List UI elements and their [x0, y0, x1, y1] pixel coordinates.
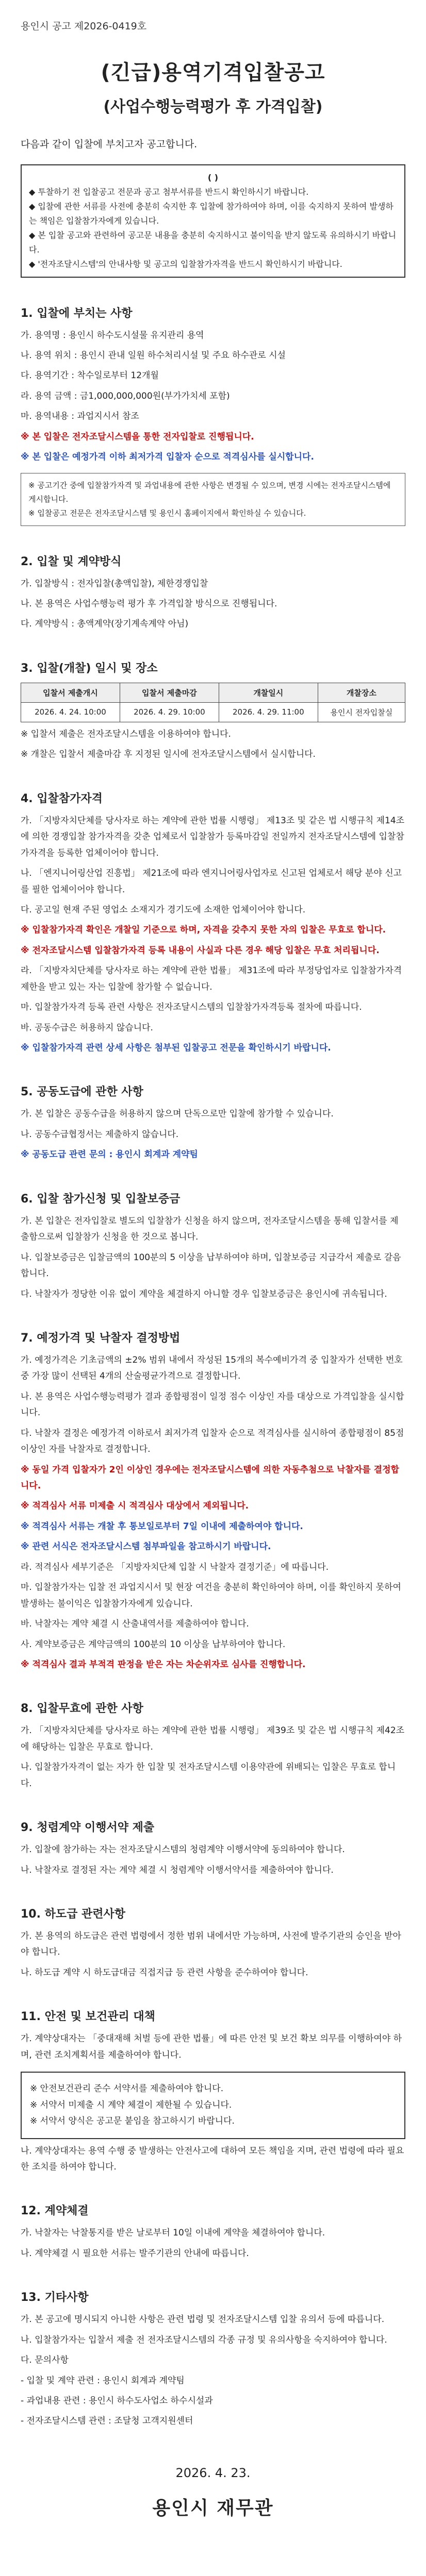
section-1: [21, 304, 405, 526]
safety-notice-line: ※ 서약서 양식은 공고문 붙임을 참고하시기 바랍니다.: [30, 2116, 235, 2127]
section-heading: 2. 입찰 및 계약방식: [21, 555, 122, 568]
contact-line: - 전자조달시스템 관련 : 조달청 고객지원센터: [21, 2416, 193, 2427]
section-9: [21, 1819, 405, 1878]
section-item: 마. 용역내용 : 과업지시서 참조: [21, 411, 139, 422]
intro-text: 다음과 같이 입찰에 부치고자 공고합니다.: [21, 139, 198, 150]
section-10: [21, 1905, 405, 1981]
highlight-red: ※ 적격심사 결과 부적격 판정을 받은 자는 차순위자로 심사를 진행합니다.: [21, 1659, 306, 1670]
section-item: 나. 낙찰자로 결정된 자는 계약 체결 시 청렴계약 이행서약서를 제출하여야 합니다.: [21, 1865, 334, 1875]
notice-subtitle: (사업수행능력평가 후 가격입찰): [103, 98, 323, 116]
notice-box-line: ◆ 본 입찰 공고와 관련하여 공고문 내용을 충분히 숙지하시고 불이익을 받지 않도록 유의하시기 바랍니다.: [29, 230, 397, 255]
section-item: 나. 공동수급협정서는 제출하지 않습니다.: [21, 1129, 179, 1140]
section-item: 가. 입찰방식 : 전자입찰(총액입찰), 제한경쟁입찰: [21, 578, 208, 589]
section-item: 나. 입찰보증금은 입찰금액의 100분의 5 이상을 납부하여야 하며, 입찰보증금 지급각서 제출로 갈음합니다.: [21, 1252, 401, 1279]
section-heading: 3. 입찰(개찰) 일시 및 장소: [21, 662, 158, 675]
table-cell: 2026. 4. 29. 11:00: [219, 702, 318, 722]
section-item: 나. 입찰참가자격이 없는 자가 한 입찰 및 전자조달시스템 이용약관에 위배되는 입찰은 무효로 합니다.: [21, 1762, 396, 1789]
section-item: 나. 계약체결 시 필요한 서류는 발주기관의 안내에 따릅니다.: [21, 2248, 249, 2259]
note-line: ※ 입찰공고 전문은 전자조달시스템 및 용인시 홈페이지에서 확인하실 수 있습니다.: [28, 508, 306, 518]
section-item: 가. 용역명 : 용인시 하수도시설물 유지관리 용역: [21, 330, 204, 341]
section-item: 나. 본 용역은 사업수행능력 평가 후 가격입찰 방식으로 진행됩니다.: [21, 599, 277, 609]
section-3: [21, 659, 405, 763]
section-item: 바. 낙찰자는 계약 체결 시 산출내역서를 제출하여야 합니다.: [21, 1619, 249, 1630]
table-header-cell: 입찰서 제출개시: [21, 683, 120, 702]
section-12: [21, 2202, 405, 2262]
section-item: 가. 본 공고에 명시되지 아니한 사항은 관련 법령 및 전자조달시스템 입찰 유의서 등에 따릅니다.: [21, 2314, 385, 2325]
notice-box-line: ◆ '전자조달시스템'의 안내사항 및 공고의 입찰참가자격을 반드시 확인하시기 바랍니다.: [29, 259, 342, 269]
section-item: 다. 공고일 현재 주된 영업소 소재지가 경기도에 소재한 업체이어야 합니다.: [21, 904, 306, 915]
section-item: 가. 「지방자치단체를 당사자로 하는 계약에 관한 법률 시행령」 제39조 및 같은 법 시행규칙 제42조에 해당하는 입찰은 무효로 합니다.: [21, 1725, 405, 1752]
highlight-blue: ※ 공동도급 관련 문의 : 용인시 회계과 계약팀: [21, 1149, 198, 1160]
notice-date: 2026. 4. 23.: [175, 2465, 251, 2480]
section-item: 라. 용역 금액 : 금1,000,000,000원(부가가치세 포함): [21, 391, 230, 401]
note-line: ※ 공고기간 중에 입찰참가자격 및 과업내용에 관한 사항은 변경될 수 있으며, 변경 시에는 전자조달시스템에 게시합니다.: [28, 480, 391, 504]
section-item: 라. 「지방자치단체를 당사자로 하는 계약에 관한 법률」 제31조에 따라 부정당업자로 입찰참가자격 제한을 받고 있는 자는 입찰에 참가할 수 없습니다.: [21, 965, 402, 992]
section-note: ※ 개찰은 입찰서 제출마감 후 지정된 일시에 전자조달시스템에서 실시합니다.: [21, 749, 316, 760]
section-item: 가. 낙찰자는 낙찰통지를 받은 날로부터 10일 이내에 계약을 체결하여야 합니다.: [21, 2228, 325, 2239]
section-heading: 4. 입찰참가자격: [21, 792, 103, 805]
notice-title: (긴급)용역기격입찰공고: [101, 61, 325, 84]
section-item: 다. 문의사항: [21, 2355, 69, 2366]
notice-box: [21, 164, 405, 278]
section-4: [21, 790, 405, 1057]
table-cell: 2026. 4. 29. 10:00: [120, 702, 219, 722]
section-item: 마. 입찰참가자격 등록 관련 사항은 전자조달시스템의 입찰참가자격등록 절차에 따릅니다.: [21, 1002, 362, 1013]
safety-notice-box: [21, 2072, 405, 2139]
section-heading: 5. 공동도급에 관한 사항: [21, 1086, 143, 1099]
schedule-table: [21, 683, 405, 722]
section-item: 나. 「엔지니어링산업 진흥법」 제21조에 따라 엔지니어링사업자로 신고된 업체로서 해당 분야 신고를 필한 업체이어야 합니다.: [21, 868, 402, 895]
notice-number: 용인시 공고 제2026-0419호: [21, 21, 147, 32]
safety-notice-line: ※ 안전보건관리 준수 서약서를 제출하여야 합니다.: [30, 2083, 224, 2094]
section-heading: 10. 하도급 관련사항: [21, 1908, 126, 1921]
section-heading: 8. 입찰무효에 관한 사항: [21, 1702, 143, 1716]
safety-notice-line: ※ 서약서 미제출 시 계약 체결이 제한될 수 있습니다.: [30, 2099, 232, 2110]
section-2: [21, 553, 405, 633]
section-item: 마. 입찰참가자는 입찰 전 과업지시서 및 현장 여건을 충분히 확인하여야 하며, 이를 확인하지 못하여 발생하는 불이익은 입찰참가자에게 있습니다.: [21, 1582, 401, 1609]
section-item: 바. 공동수급은 허용하지 않습니다.: [21, 1022, 153, 1033]
section-6: [21, 1190, 405, 1302]
notice-document: [21, 0, 405, 2520]
section-item: 다. 계약방식 : 총액계약(장기계속계약 아님): [21, 619, 189, 630]
section-heading: 13. 기타사항: [21, 2291, 89, 2304]
section-heading: 12. 계약체결: [21, 2205, 89, 2218]
highlight-red: ※ 동일 가격 입찰자가 2인 이상인 경우에는 전자조달시스템에 의한 자동추첨으로 낙찰자를 결정합니다.: [21, 1464, 399, 1491]
section-13: [21, 2289, 405, 2430]
section-item: 다. 낙찰자 결정은 예정가격 이하로서 최저가격 입찰자 순으로 적격심사를 실시하여 종합평점이 85점 이상인 자를 낙찰자로 결정합니다.: [21, 1428, 404, 1455]
section-item: 가. 본 용역의 하도급은 관련 법령에서 정한 범위 내에서만 가능하며, 사전에 발주기관의 승인을 받아야 합니다.: [21, 1931, 401, 1958]
table-header-cell: 입찰서 제출마감: [120, 683, 219, 702]
highlight-blue: ※ 적격심사 서류는 개찰 후 통보일로부터 7일 이내에 제출하여야 합니다.: [21, 1521, 303, 1532]
section-11: [21, 2008, 405, 2175]
section-item: 가. 본 입찰은 전자입찰로 별도의 입찰참가 신청을 하지 않으며, 전자조달시스템을 통해 입찰서를 제출함으로써 입찰참가 신청을 한 것으로 봅니다.: [21, 1215, 399, 1243]
section-heading: 9. 청렴계약 이행서약 제출: [21, 1821, 155, 1835]
highlight-blue: ※ 본 입찰은 예정가격 이하 최저가격 입찰자 순으로 적격심사를 실시합니다.: [21, 452, 314, 463]
section-heading: 6. 입찰 참가신청 및 입찰보증금: [21, 1192, 181, 1206]
table-header-cell: 개찰일시: [219, 683, 318, 702]
section-item: 다. 용역기간 : 착수일로부터 12개월: [21, 370, 159, 381]
highlight-blue: ※ 입찰참가자격 관련 상세 사항은 첨부된 입찰공고 전문을 확인하시기 바랍니다.: [21, 1043, 331, 1053]
section-item: 가. 「지방자치단체를 당사자로 하는 계약에 관한 법률 시행령」 제13조 및 같은 법 시행규칙 제14조에 의한 경쟁입찰 참가자격을 갖춘 업체로서 입찰참가 등록마감일 전일까지 전자조달시스템에 입찰참가자격을 등록한 업체이어야 합니다.: [21, 815, 405, 858]
notice-box-line: ◆ 입찰에 관한 서류를 사전에 충분히 숙지한 후 입찰에 참가하여야 하며, 이를 숙지하지 못하여 발생하는 책임은 입찰참가자에게 있습니다.: [29, 201, 394, 226]
section-item: 나. 입찰참가자는 입찰서 제출 전 전자조달시스템의 각종 규정 및 유의사항을 숙지하여야 합니다.: [21, 2334, 387, 2345]
highlight-red: ※ 적격심사 서류 미제출 시 적격심사 대상에서 제외됩니다.: [21, 1501, 249, 1512]
highlight-red: ※ 본 입찰은 전자조달시스템을 통한 전자입찰로 진행됩니다.: [21, 431, 254, 442]
section-5: [21, 1083, 405, 1163]
section-item: 가. 예정가격은 기초금액의 ±2% 범위 내에서 작성된 15개의 복수예비가격 중 입찰자가 선택한 번호 중 가장 많이 선택된 4개의 산술평균가격으로 결정합니다.: [21, 1354, 403, 1382]
highlight-red: ※ 입찰참가자격 확인은 개찰일 기준으로 하며, 자격을 갖추지 못한 자의 입찰은 무효로 합니다.: [21, 925, 386, 936]
notice-signer: 용인시 재무관: [152, 2497, 274, 2519]
highlight-blue: ※ 관련 서식은 전자조달시스템 첨부파일을 참고하시기 바랍니다.: [21, 1541, 271, 1552]
section-item: 가. 입찰에 참가하는 자는 전자조달시스템의 청렴계약 이행서약에 동의하여야 합니다.: [21, 1844, 345, 1855]
section-item: 나. 하도급 계약 시 하도급대금 직접지급 등 관련 사항을 준수하여야 합니다.: [21, 1967, 308, 1978]
table-header-row: [21, 683, 405, 702]
section-item: 가. 계약상대자는 「중대재해 처벌 등에 관한 법률」에 따른 안전 및 보건 확보 의무를 이행하여야 하며, 관련 조치계획서를 제출하여야 합니다.: [21, 2033, 402, 2060]
section-8: [21, 1700, 405, 1792]
table-cell: 용인시 전자입찰실: [318, 702, 405, 722]
section-item: 나. 용역 위치 : 용인시 관내 일원 하수처리시설 및 주요 하수관로 시설: [21, 350, 286, 361]
note-box: [21, 473, 405, 526]
contact-line: - 과업내용 관련 : 용인시 하수도사업소 하수시설과: [21, 2396, 213, 2406]
section-item: 가. 본 입찰은 공동수급을 허용하지 않으며 단독으로만 입찰에 참가할 수 있습니다.: [21, 1109, 334, 1120]
highlight-red: ※ 전자조달시스템 입찰참가자격 등록 내용이 사실과 다른 경우 해당 입찰은 무효 처리됩니다.: [21, 945, 380, 956]
section-item: 사. 계약보증금은 계약금액의 100분의 10 이상을 납부하여야 합니다.: [21, 1639, 286, 1650]
section-7: [21, 1329, 405, 1673]
table-cell: 2026. 4. 24. 10:00: [21, 702, 120, 722]
section-item: 다. 낙찰자가 정당한 이유 없이 계약을 체결하지 아니할 경우 입찰보증금은 용인시에 귀속됩니다.: [21, 1289, 387, 1299]
notice-box-paren: ( ): [207, 172, 219, 182]
section-heading: 7. 예정가격 및 낙찰자 결정방법: [21, 1331, 181, 1345]
section-item: 라. 적격심사 세부기준은 「지방자치단체 입찰 시 낙찰자 결정기준」에 따릅니다.: [21, 1562, 329, 1572]
table-header-cell: 개찰장소: [318, 683, 405, 702]
section-note: ※ 입찰서 제출은 전자조달시스템을 이용하여야 합니다.: [21, 728, 231, 739]
table-row: [21, 702, 405, 722]
contact-line: - 입찰 및 계약 관련 : 용인시 회계과 계약팀: [21, 2375, 185, 2386]
notice-box-line: ◆ 투찰하기 전 입찰공고 전문과 공고 첨부서류를 반드시 확인하시기 바랍니다.: [29, 187, 309, 197]
section-heading: 11. 안전 및 보건관리 대책: [21, 2010, 155, 2024]
section-item: 나. 본 용역은 사업수행능력평가 결과 종합평점이 일정 점수 이상인 자를 대상으로 가격입찰을 실시합니다.: [21, 1391, 404, 1418]
section-item: 나. 계약상대자는 용역 수행 중 발생하는 안전사고에 대하여 모든 책임을 지며, 관련 법령에 따라 필요한 조치를 하여야 합니다.: [21, 2145, 404, 2172]
section-heading: 1. 입찰에 부치는 사항: [21, 307, 133, 320]
